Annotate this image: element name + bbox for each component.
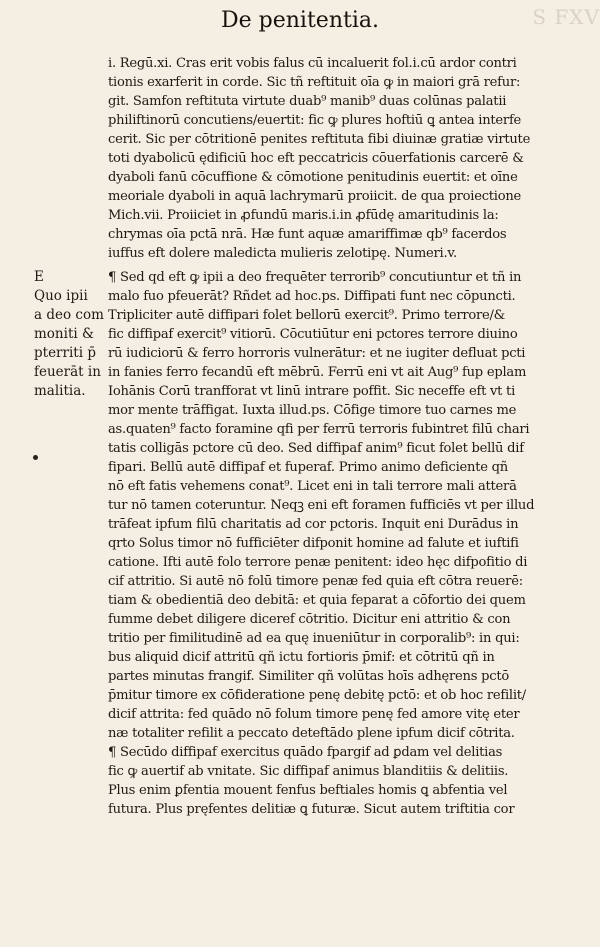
text-line: futura. Plus pręfentes delitiæ ꝗ futuræ. Sicut autem triftitia cor [108, 802, 515, 817]
text-line: fic ꝙ auertif ab vnitate. Sic diffipaf animus blanditiis & delitiis. [108, 764, 509, 779]
text-line: tiam & obedientiā deo debitā: et quia feparat a cōfortio dei quem [108, 593, 526, 608]
text-line: meoriale dyaboli in aquā lachrymarū proiicit. de qua proiectione [108, 189, 522, 204]
text-line: rū iudiciorū & ferro horroris vulnerātur: et ne iugiter defluat pcti [108, 346, 526, 361]
text-line: næ totaliter refilit a peccato deteftādo plene ipfum dicif cōtrita. [108, 726, 515, 741]
text-line: cif attritio. Si autē nō folū timore penæ fed quia eft cōtra reuerē: [108, 574, 523, 589]
margin-note: malitia. [34, 383, 86, 399]
text-line: Mich.vii. Proiiciet in ꝓfundū maris.i.in ꝓfūdę amaritudinis la: [108, 208, 499, 223]
text-line: Tripliciter autē diffipari folet bellorū exercit⁹. Primo terrore/& [108, 308, 506, 323]
margin-note: a deo com [34, 307, 104, 323]
text-line: iuffus eft dolere maledicta mulieris zelotipę. Numeri.v. [108, 246, 457, 261]
margin-note: feuerāt in [34, 364, 101, 380]
text-line: fumme debet diligere diceref cōtritio. Dicitur eni attritio & con [108, 612, 511, 627]
text-line: tionis exarferit in corde. Sic tñ reftituit oīa ꝙ in maiori grā refur: [108, 75, 521, 90]
text-line: tur nō tamen coteruntur. Neqꝫ eni eft foramen fufficiēs vt per illud [108, 498, 535, 513]
text-line: fic diffipaf exercit⁹ vitiorū. Cōcutiūtur eni pctores terrore diuino [108, 327, 518, 342]
text-line: ¶ Secūdo diffipaf exercitus quādo fpargif ad ꝑdam vel delitias [108, 745, 503, 760]
text-line: as.quaten⁹ facto foramine qfi per ferrū terroris fubintret filū chari [108, 422, 530, 437]
text-line: git. Samfon reftituta virtute duab⁹ manib⁹ duas colūnas palatii [108, 94, 507, 109]
text-line: dyaboli fanū cōcuffione & cōmotione penitudinis euertit: et oīne [108, 170, 518, 185]
text-line: partes minutas frangif. Similiter qñ volūtas hoīs adhęrens pctō [108, 669, 509, 684]
text-line: in fanies ferro fecandū eft mēbrū. Ferrū eni vt ait Aug⁹ fup eplam [108, 365, 527, 380]
ink-dot [33, 455, 38, 460]
text-line: nō eft fatis vehemens conat⁹. Licet eni in tali terrore mali atterā [108, 479, 517, 494]
text-line: dicif attrita: fed quādo nō folum timore penę fed amore vitę eter [108, 707, 520, 722]
text-line: toti dyabolicū ędificiū hoc eft peccatricis cōuerfationis carcerē & [108, 151, 524, 166]
text-line: cerit. Sic per cōtritionē penites reftituta fibi diuinæ gratiæ virtute [108, 132, 531, 147]
text-line: trāfeat ipfum filū charitatis ad cor pctoris. Inquit eni Durādus in [108, 517, 519, 532]
margin-note: moniti & [34, 326, 94, 342]
text-line: tatis colligās pctore cū deo. Sed diffipaf anim⁹ ficut folet bellū dif [108, 441, 524, 456]
text-line: tritio per fimilitudinē ad ea quę inueniūtur in corporalib⁹: in qui: [108, 631, 520, 646]
text-line: fipari. Bellū autē diffipaf et fuperaf. Primo animo deficiente qñ [108, 460, 508, 475]
text-line: mor mente trāffigat. Iuxta illud.ps. Cōfige timore tuo carnes me [108, 403, 517, 418]
text-line: Plus enim ꝑfentia mouent fenfus beftiales homis ꝗ abfentia vel [108, 783, 508, 798]
margin-letter: E [34, 269, 44, 285]
bleed-through-text: S FXV [532, 5, 600, 29]
text-line: philiftinorū concutiens/euertit: fic ꝙ plures hoftiū ꝗ antea interfe [108, 113, 522, 128]
text-line: chrymas oīa pctā nrā. Hæ funt aquæ amariffimæ qb⁹ facerdos [108, 227, 507, 242]
text-line: bus aliquid dicif attritū qñ ictu fortioris p̄mif: et cōtritū qñ in [108, 650, 495, 665]
running-header: De penitentia. [221, 8, 379, 33]
text-line: malo fuo pfeuerāt? Rñdet ad hoc.ps. Diffipati funt nec cōpuncti. [108, 289, 516, 304]
text-line: Iohānis Corū tranfforat vt linū intrare poffit. Sic neceffe eft vt ti [108, 384, 516, 399]
text-line: qrto Solus timor nō fufficiēter difponit homine ad falute et iuftifi [108, 536, 519, 551]
text-line: ¶ Sed qd eft ꝙ ipii a deo frequēter terrorib⁹ concutiuntur et tñ in [108, 270, 522, 285]
text-line: i. Regū.xi. Cras erit vobis falus cū incaluerit fol.i.cū ardor contri [108, 56, 517, 71]
text-line: p̄mitur timore ex cōfideratione penę debitę pctō: et ob hoc refilit/ [108, 688, 526, 703]
margin-note: Quo ipii [34, 288, 88, 304]
margin-note: pterriti p̄ [34, 345, 96, 361]
text-line: catione. Ifti autē folo terrore penæ penitent: ideo hęc difpofitio di [108, 555, 528, 570]
